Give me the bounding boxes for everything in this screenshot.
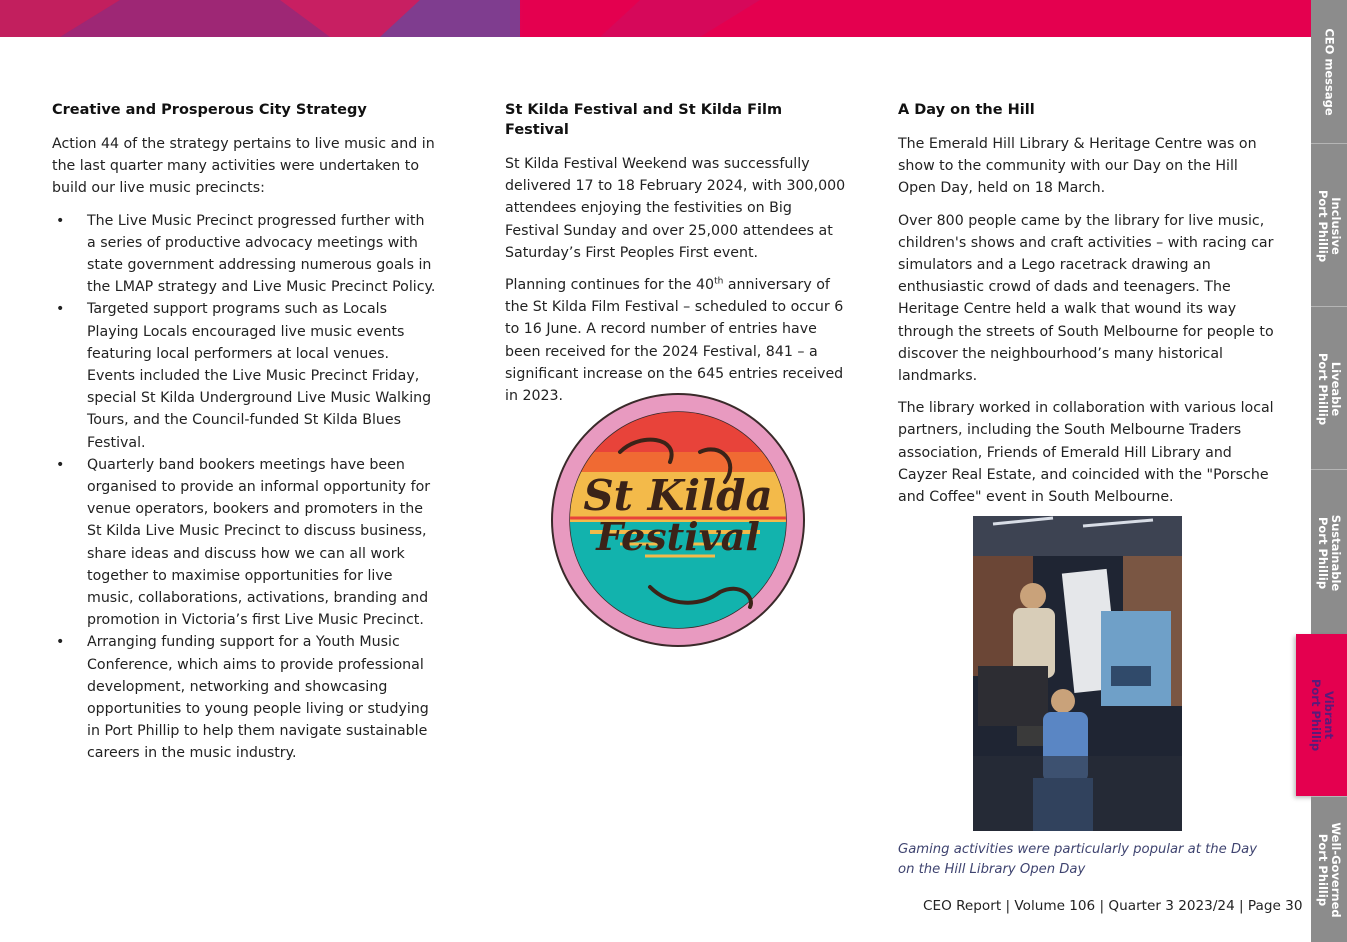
list-item (52, 454, 437, 632)
list-item-text: Targeted support programs such as Locals Playing Locals encouraged live music events featuring local performers at local venues. Events included the Live Music Precinct Friday, special St Kilda Underground Live Music Walking Tours, and the Council-funded St Kilda Blues Festival. (87, 301, 432, 451)
open-day-paragraph: The Emerald Hill Library & Heritage Centre was on show to the community with our Day on the Hill Open Day, held on 18 March. (898, 136, 1257, 197)
section-heading: St Kilda Festival and St Kilda Film Festival (505, 102, 783, 138)
list-item-text: Arranging funding support for a Youth Music Conference, which aims to provide professional development, networking and showcasing opportunities to young people living or studying in Port Phillip to help them navigate sustainable careers in the music industry. (87, 634, 429, 762)
bullet: • (56, 456, 65, 473)
tab-label (1323, 28, 1336, 115)
gaming-photo (973, 516, 1182, 831)
tab-label-line2: Port Phillip (1316, 516, 1330, 589)
list-item (52, 631, 437, 764)
list-item-text: The Live Music Precinct progressed further with a series of productive advocacy meetings with state government addressing numerous goals in the LMAP strategy and Live Music Precinct Policy. (87, 212, 436, 296)
section-heading: A Day on the Hill (898, 102, 1035, 118)
tab-label (1316, 352, 1342, 424)
st-kilda-festival-logo (550, 392, 806, 648)
logo-text-line2: Festival (596, 514, 760, 559)
activity-list (52, 210, 437, 765)
tab-label-line2: Port Phillip (1308, 678, 1323, 752)
tab-sustainable-port-phillip[interactable] (1311, 469, 1347, 635)
gaming-photo-illustration (973, 516, 1182, 831)
bullet: • (56, 301, 65, 318)
tab-label-line2: Port Phillip (1316, 352, 1330, 425)
tab-liveable-port-phillip[interactable] (1311, 306, 1347, 470)
intro-paragraph: Action 44 of the strategy pertains to live music and in the last quarter many activities were undertaken to build our live music precincts: (52, 136, 435, 197)
tab-label-line2: Port Phillip (1316, 189, 1330, 262)
section-nav (1308, 0, 1347, 941)
bullet: • (56, 212, 65, 229)
page-footer: CEO Report | Volume 106 | Quarter 3 2023/24 | Page 30 (923, 898, 1303, 914)
film-festival-paragraph (505, 274, 850, 407)
tab-label (1316, 189, 1342, 261)
partners-paragraph: The library worked in collaboration with various local partners, including the South Melbourne Traders association, Friends of Emerald Hill Library and Cayzer Real Estate, and coincided with the "Porsche and Coffee" event in South Melbourne. (898, 400, 1274, 506)
column-day-on-the-hill (898, 100, 1278, 518)
attendance-paragraph: Over 800 people came by the library for live music, children's shows and craft activities – with racing car simulators and a Lego racetrack drawing an enthusiastic crowd of dads and teenagers. The Heritage Centre held a walk that wound its way through the streets of South Melbourne for people to discover the neighbourhood’s many historical landmarks. (898, 212, 1274, 385)
section-heading: Creative and Prosperous City Strategy (52, 102, 367, 118)
tab-vibrant-port-phillip[interactable] (1296, 634, 1347, 796)
tab-label (1316, 514, 1342, 590)
bullet: • (56, 634, 65, 651)
photo-caption: Gaming activities were particularly popular at the Day on the Hill Library Open Day (898, 842, 1257, 877)
tab-label (1309, 679, 1335, 751)
list-item-text: Quarterly band bookers meetings have been organised to provide an informal opportunity for venue operators, bookers and promoters in the St Kilda Live Music Precinct to discuss business, share ideas and discuss how we can all work together to maximise opportunities for live music, collaborations, activations, branding and promotion in Victoria’s first Live Music Precinct. (87, 456, 431, 629)
festival-paragraph: St Kilda Festival Weekend was successfully delivered 17 to 18 February 2024, with 300,000 attendees enjoying the festivities on Big Festival Sunday and over 25,000 attendees at Saturday’s First Peoples First event. (505, 156, 846, 261)
text-run: Planning continues for the 40 (505, 277, 715, 294)
list-item (52, 210, 437, 299)
tab-label (1316, 822, 1342, 917)
tab-label-line1: Inclusive (1329, 196, 1343, 255)
tab-well-governed-port-phillip[interactable] (1311, 796, 1347, 942)
tab-ceo-message[interactable] (1311, 0, 1347, 143)
tab-label-line1: CEO message (1322, 27, 1337, 116)
tab-label-line1: Vibrant (1321, 691, 1336, 739)
tab-label-line2: Port Phillip (1316, 833, 1330, 906)
banner-graphic (0, 0, 1311, 37)
top-banner (0, 0, 1311, 37)
column-st-kilda-festival (505, 100, 850, 417)
tab-label-line1: Liveable (1329, 361, 1343, 416)
tab-label-line1: Sustainable (1329, 514, 1343, 591)
list-item (52, 298, 437, 453)
tab-label-line1: Well-Governed (1329, 821, 1343, 918)
text-run: anniversary of the St Kilda Film Festival – scheduled to occur 6 to 16 June. A record number of entries have been received for the 2024 Festival, 841 – a significant increase on the 645 entries received in 2023. (505, 277, 844, 405)
tab-inclusive-port-phillip[interactable] (1311, 143, 1347, 307)
logo-text-line1: St Kilda (583, 471, 773, 520)
ordinal-suffix: th (714, 276, 724, 287)
column-creative-strategy (52, 100, 437, 765)
